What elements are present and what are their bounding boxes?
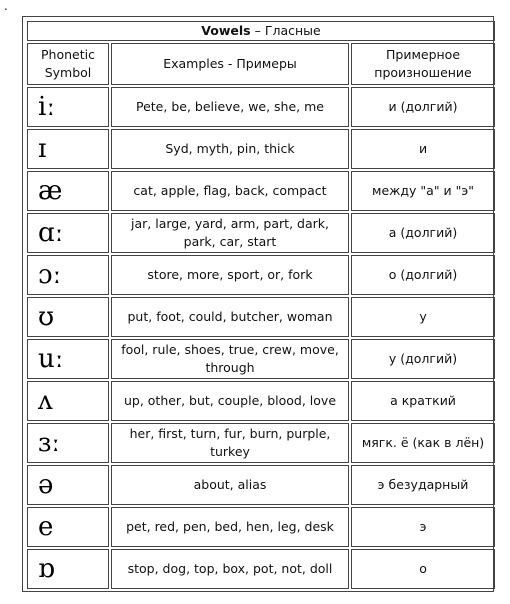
pronunciation-cell: мягк. ё (как в лён) (351, 423, 495, 463)
phonetic-symbol: ʌ (27, 381, 109, 421)
examples-cell: Pete, be, believe, we, she, me (111, 87, 349, 127)
phonetic-symbol: e (27, 507, 109, 547)
examples-cell: pet, red, pen, bed, hen, leg, desk (111, 507, 349, 547)
examples-cell: store, more, sport, or, fork (111, 255, 349, 295)
phonetic-symbol: ʊ (27, 297, 109, 337)
table-row (27, 297, 495, 337)
phonetic-symbol: ɑː (27, 213, 109, 253)
phonetic-symbol: ɪ (27, 129, 109, 169)
phonetic-symbol: uː (27, 339, 109, 379)
examples-cell: cat, apple, flag, back, compact (111, 171, 349, 211)
phonetic-symbol: ɜː (27, 423, 109, 463)
phonetic-symbol: ə (27, 465, 109, 505)
title-row (27, 21, 495, 41)
table-title (27, 21, 495, 41)
examples-cell: put, foot, could, butcher, woman (111, 297, 349, 337)
pronunciation-cell: а краткий (351, 381, 495, 421)
pronunciation-cell: и (долгий) (351, 87, 495, 127)
examples-cell: Syd, myth, pin, thick (111, 129, 349, 169)
examples-cell: her, first, turn, fur, burn, purple, turkey (111, 423, 349, 463)
examples-cell: about, alias (111, 465, 349, 505)
pronunciation-cell: а (долгий) (351, 213, 495, 253)
header-examples: Examples - Примеры (111, 43, 349, 85)
pronunciation-cell: между "а" и "э" (351, 171, 495, 211)
table-title-bold: Vowels (201, 23, 251, 38)
phonetic-symbol: ɒ (27, 549, 109, 589)
table-row (27, 213, 495, 253)
table-row (27, 381, 495, 421)
pronunciation-cell: и (351, 129, 495, 169)
examples-cell: stop, dog, top, box, pot, not, doll (111, 549, 349, 589)
pronunciation-cell: о (351, 549, 495, 589)
header-symbol: Phonetic Symbol (27, 43, 109, 85)
table-row (27, 507, 495, 547)
phonetic-symbol: æ (27, 171, 109, 211)
examples-cell: fool, rule, shoes, true, crew, move, through (111, 339, 349, 379)
pronunciation-cell: у (351, 297, 495, 337)
table-row (27, 549, 495, 589)
pronunciation-cell: э безударный (351, 465, 495, 505)
header-pronunciation: Примерное произношение (351, 43, 495, 85)
table-row (27, 465, 495, 505)
examples-cell: jar, large, yard, arm, part, dark, park, car, start (111, 213, 349, 253)
header-row (27, 43, 495, 85)
table-row (27, 171, 495, 211)
page-mark: . (4, 0, 8, 13)
pronunciation-cell: о (долгий) (351, 255, 495, 295)
phonetic-symbol: ɔː (27, 255, 109, 295)
table-row (27, 255, 495, 295)
vowels-table (25, 19, 497, 591)
phonetic-symbol: iː (27, 87, 109, 127)
pronunciation-cell: у (долгий) (351, 339, 495, 379)
table-row (27, 423, 495, 463)
table-title-rest: – Гласные (250, 23, 321, 38)
examples-cell: up, other, but, couple, blood, love (111, 381, 349, 421)
vowels-table-frame (22, 16, 494, 592)
table-row (27, 87, 495, 127)
table-row (27, 129, 495, 169)
pronunciation-cell: э (351, 507, 495, 547)
table-row (27, 339, 495, 379)
